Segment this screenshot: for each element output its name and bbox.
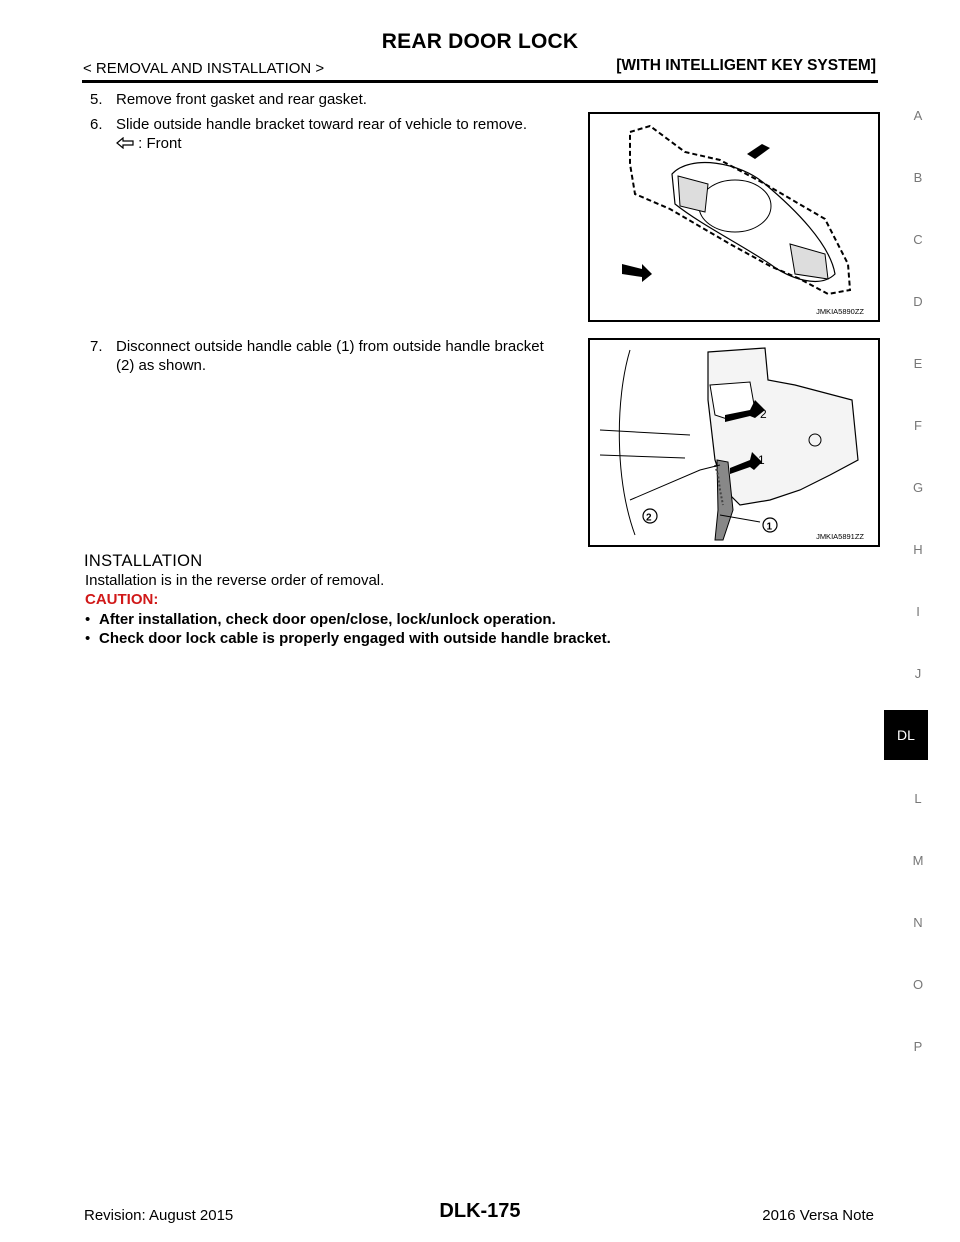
side-tab-dl-active[interactable]: DL: [884, 710, 928, 760]
side-tab-a[interactable]: A: [913, 108, 923, 123]
handle-cable-illustration: [590, 340, 878, 545]
figure-handle-bracket: [588, 112, 880, 322]
page-title: REAR DOOR LOCK: [381, 30, 579, 53]
caution-bullet: • After installation, check door open/close, lock/unlock operation.: [85, 611, 556, 628]
side-tab-f[interactable]: F: [914, 418, 922, 433]
step-7: [90, 338, 544, 356]
callout-1: 1: [758, 453, 765, 467]
step-7-continued: (2) as shown.: [116, 357, 207, 374]
step-text: Remove front gasket and rear gasket.: [116, 91, 367, 108]
installation-heading: INSTALLATION: [84, 552, 203, 570]
step-6: [90, 116, 527, 134]
header-rule: [82, 80, 878, 83]
system-label: [WITH INTELLIGENT KEY SYSTEM]: [616, 57, 876, 74]
callout-2: 2: [760, 407, 767, 421]
callout-circle-2: 2: [646, 512, 652, 524]
step-5: [90, 91, 367, 109]
step-number: 5.: [90, 91, 103, 108]
side-tab-p[interactable]: P: [913, 1039, 923, 1054]
figure-code: JMKIA5890ZZ: [816, 307, 864, 316]
caution-label: CAUTION:: [85, 591, 159, 608]
caution-bullet: • Check door lock cable is properly engaged with outside handle bracket.: [85, 630, 611, 647]
figure-code: JMKIA5891ZZ: [816, 532, 864, 541]
callout-circle-1: 1: [766, 521, 773, 533]
front-arrow-icon: [116, 135, 138, 152]
installation-text: Installation is in the reverse order of removal.: [85, 572, 385, 589]
step-text: Slide outside handle bracket toward rear of vehicle to remove.: [116, 116, 528, 133]
section-label: < REMOVAL AND INSTALLATION >: [83, 60, 325, 77]
page-number: DLK-175: [439, 1200, 521, 1222]
door-panel-illustration: [590, 114, 878, 320]
side-tab-o[interactable]: O: [912, 977, 924, 992]
revision-date: Revision: August 2015: [84, 1207, 234, 1224]
front-legend: [116, 135, 182, 153]
figure-handle-cable: [588, 338, 880, 547]
side-tab-h[interactable]: H: [913, 542, 923, 557]
side-tab-j[interactable]: J: [914, 666, 922, 681]
front-legend-text: : Front: [138, 135, 182, 152]
side-tab-l[interactable]: L: [914, 791, 922, 806]
side-tab-b[interactable]: B: [913, 170, 923, 185]
side-tab-d[interactable]: D: [913, 294, 923, 309]
side-tab-c[interactable]: C: [913, 232, 923, 247]
side-tab-n[interactable]: N: [913, 915, 923, 930]
side-tab-e[interactable]: E: [913, 356, 923, 371]
step-number: 7.: [90, 338, 103, 355]
side-tab-g[interactable]: G: [912, 480, 924, 495]
step-number: 6.: [90, 116, 103, 133]
side-tab-m[interactable]: M: [912, 853, 924, 868]
model-name: 2016 Versa Note: [762, 1207, 874, 1224]
step-text: Disconnect outside handle cable (1) from outside handle bracket: [116, 338, 544, 355]
side-tab-i[interactable]: I: [916, 604, 920, 619]
